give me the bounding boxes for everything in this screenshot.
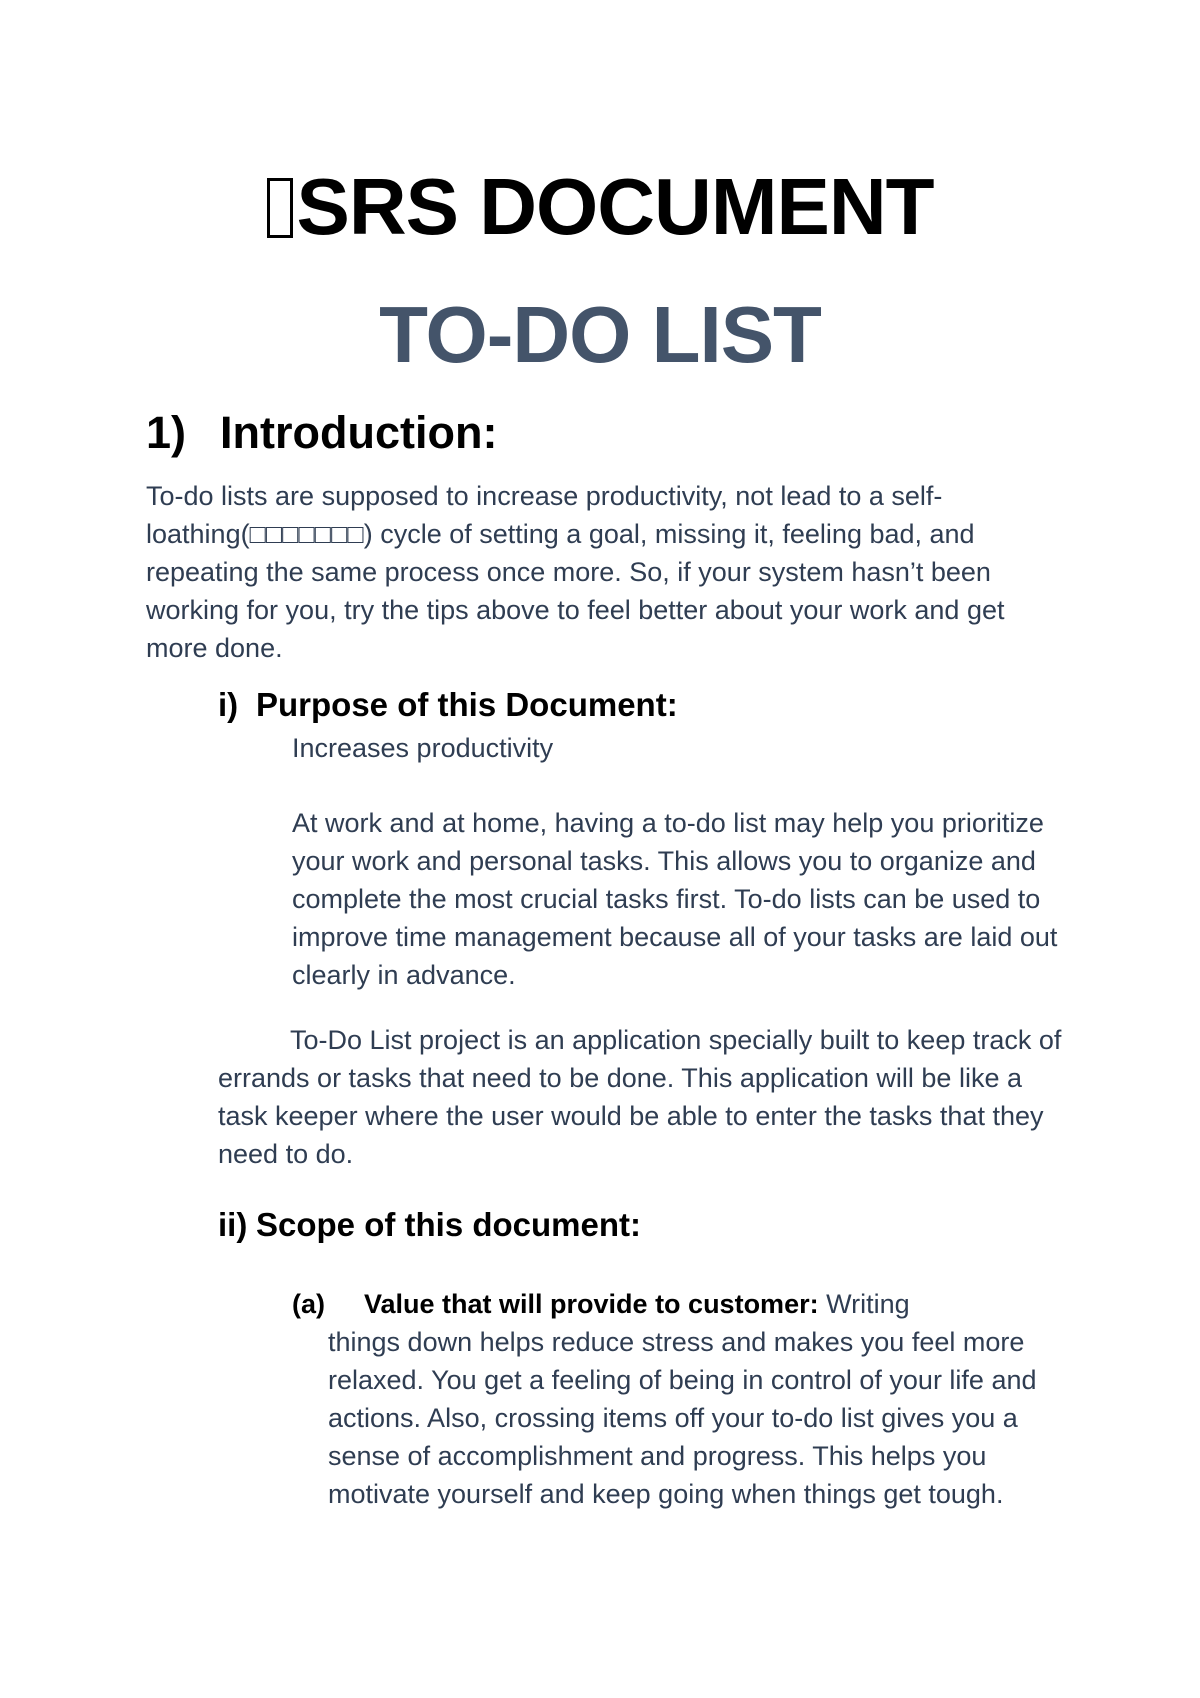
purpose-paragraph: At work and at home, having a to-do list may help you prioritize your work and personal tasks. This allows you to organize and complete the most crucial tasks first. To-do lists can be used to improve time management because all of your tasks are laid out clearly in advance. (292, 808, 1058, 990)
list-marker: (a) (292, 1289, 325, 1319)
section-number: 1) (146, 407, 187, 458)
subsection-heading-text: Purpose of this Document: (256, 686, 678, 723)
document-subtitle: TO-DO LIST (379, 290, 821, 379)
subsection-number: ii) (218, 1206, 248, 1243)
introduction-paragraph: To-do lists are supposed to increase productivity, not lead to a self-loathing(□□□□□□□) cycle of setting a goal, missing it, feeling bad, and repeating the same process once more. So, if your system hasn’t been working for you, try the tips above to feel better about your work and get more done. (146, 481, 1005, 663)
section-heading-introduction (146, 405, 497, 461)
purpose-summary-line: Increases productivity (292, 733, 554, 763)
list-item-lead: Value that will provide to customer: (364, 1289, 819, 1319)
project-paragraph (218, 1021, 1078, 1173)
subsection-heading-scope (218, 1204, 641, 1246)
document-title-text: SRS DOCUMENT (296, 162, 934, 251)
subsection-number: i) (218, 686, 239, 723)
missing-glyph-icon (267, 178, 293, 238)
subsection-heading-purpose (218, 684, 678, 726)
project-paragraph-text: To-Do List project is an application specially built to keep track of errands or tasks that need to be done. This application will be like a task keeper where the user would be able to enter the tasks that they need to do. (218, 1025, 1062, 1169)
subsection-heading-text: Scope of this document: (256, 1206, 642, 1243)
document-title (0, 162, 1200, 252)
section-heading-text: Introduction: (220, 407, 498, 458)
scope-list-item (292, 1285, 1052, 1513)
list-item-first-word: Writing (826, 1289, 910, 1319)
list-item-body: things down helps reduce stress and makes you feel more relaxed. You get a feeling of being in control of your life and actions. Also, crossing items off your to-do list gives you a sense of accomplishment and progress. This helps you motivate yourself and keep going when things get tough. (328, 1327, 1037, 1509)
